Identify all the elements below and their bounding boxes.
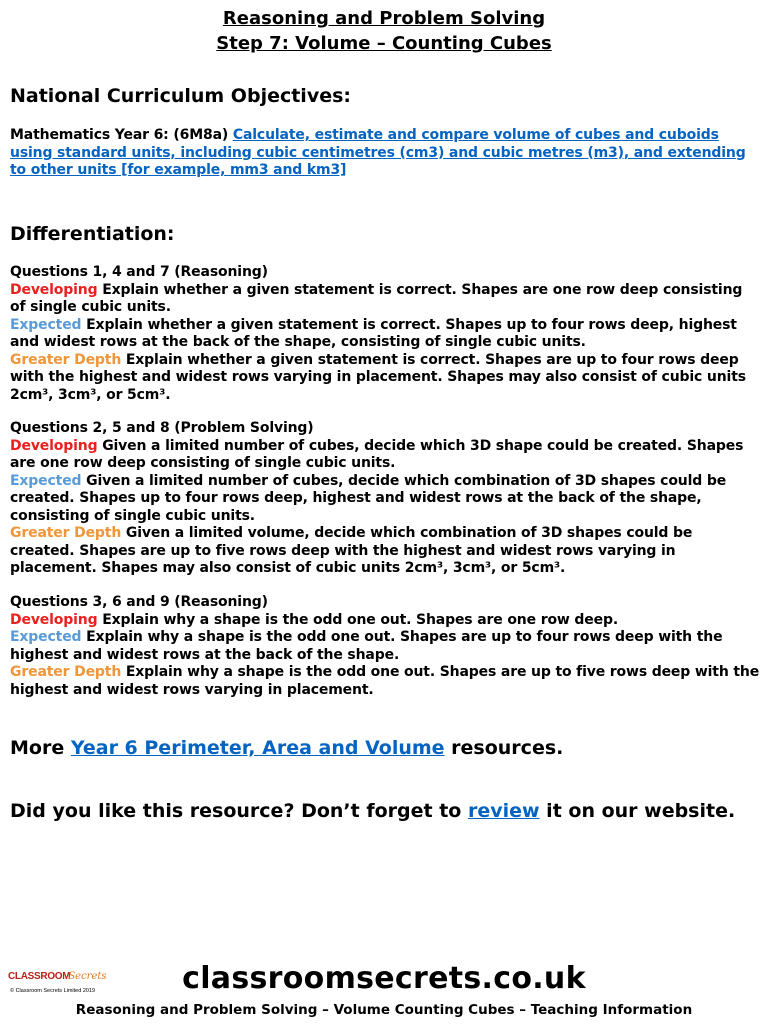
developing-label: Developing <box>10 611 98 628</box>
objectives-heading: National Curriculum Objectives: <box>10 85 351 107</box>
greater-depth-row <box>10 352 760 405</box>
question-group-title: Questions 1, 4 and 7 (Reasoning) <box>10 264 268 280</box>
expected-row <box>10 317 760 352</box>
logo-word-secrets: Secrets <box>68 971 107 982</box>
developing-text: Explain whether a given statement is correct. Shapes are one row deep consisting of single cubic units. <box>10 281 743 315</box>
objectives-paragraph <box>10 127 760 180</box>
developing-row <box>10 612 760 630</box>
more-suffix: resources. <box>444 737 564 759</box>
logo-word-classroom: CLASSROOM <box>8 971 71 982</box>
question-group-3 <box>10 594 760 699</box>
review-prefix: Did you like this resource? Don’t forget to <box>10 800 468 822</box>
greater-depth-text: Explain why a shape is the odd one out. Shapes are up to five rows deep with the highest and widest rows varying in placement. <box>10 664 760 698</box>
objectives-prefix: Mathematics Year 6: (6M8a) <box>10 127 233 143</box>
greater-depth-row <box>10 664 760 699</box>
question-group-title: Questions 2, 5 and 8 (Problem Solving) <box>10 420 314 436</box>
review-link[interactable]: review <box>467 800 540 822</box>
developing-text: Given a limited number of cubes, decide which 3D shape could be created. Shapes are one row deep consisting of single cubic units. <box>10 437 744 471</box>
expected-text: Given a limited number of cubes, decide which combination of 3D shapes could be created. Shapes up to four rows deep, highest and widest rows at the back of the shape, consisting of single cubic units. <box>10 472 727 524</box>
differentiation-heading: Differentiation: <box>10 223 175 245</box>
review-line <box>10 799 735 823</box>
expected-label: Expected <box>10 472 82 489</box>
question-group-1 <box>10 264 760 404</box>
question-group-2 <box>10 420 760 578</box>
expected-text: Explain why a shape is the odd one out. Shapes are up to four rows deep with the highest and widest rows at the back of the shape. <box>10 629 723 663</box>
expected-row <box>10 473 760 526</box>
question-group-title: Questions 3, 6 and 9 (Reasoning) <box>10 594 268 610</box>
greater-depth-row <box>10 525 760 578</box>
expected-label: Expected <box>10 316 82 333</box>
more-resources-line <box>10 736 563 760</box>
copyright-notice: © Classroom Secrets Limited 2019 <box>10 988 96 994</box>
greater-depth-label: Greater Depth <box>10 664 122 680</box>
footer-caption: Reasoning and Problem Solving – Volume Counting Cubes – Teaching Information <box>75 1002 693 1018</box>
page-title: Reasoning and Problem Solving <box>222 8 546 29</box>
site-name: classroomsecrets.co.uk <box>182 961 586 996</box>
curriculum-objective-link[interactable]: Calculate, estimate and compare volume of cubes and cuboids using standard units, including cubic centimetres (cm3) and cubic metres (m3), and extending to other units [for example, mm3 and km3] <box>10 127 746 178</box>
expected-row <box>10 629 760 664</box>
developing-row <box>10 282 760 317</box>
developing-row <box>10 438 760 473</box>
greater-depth-text: Explain whether a given statement is correct. Shapes are up to four rows deep with the highest and widest rows varying in placement. Shapes may also consist of cubic units 2cm³, 3cm³, or 5cm³. <box>10 351 746 403</box>
page-subtitle: Step 7: Volume – Counting Cubes <box>216 33 552 54</box>
developing-text: Explain why a shape is the odd one out. Shapes are one row deep. <box>97 611 619 628</box>
expected-label: Expected <box>10 629 82 645</box>
expected-text: Explain whether a given statement is correct. Shapes up to four rows deep, highest and widest rows at the back of the shape, consisting of single cubic units. <box>10 316 737 350</box>
developing-label: Developing <box>10 281 98 298</box>
greater-depth-label: Greater Depth <box>10 351 122 368</box>
review-suffix: it on our website. <box>539 800 736 822</box>
greater-depth-label: Greater Depth <box>10 525 122 541</box>
year6-perimeter-area-volume-link[interactable]: Year 6 Perimeter, Area and Volume <box>70 737 445 759</box>
developing-label: Developing <box>10 437 98 454</box>
greater-depth-text: Given a limited volume, decide which combination of 3D shapes could be created. Shapes are up to five rows deep with the highest and widest rows varying in placement. Shapes may also consist of cubic units 2cm³, 3cm³, or 5cm³. <box>10 525 693 576</box>
more-prefix: More <box>10 737 71 759</box>
